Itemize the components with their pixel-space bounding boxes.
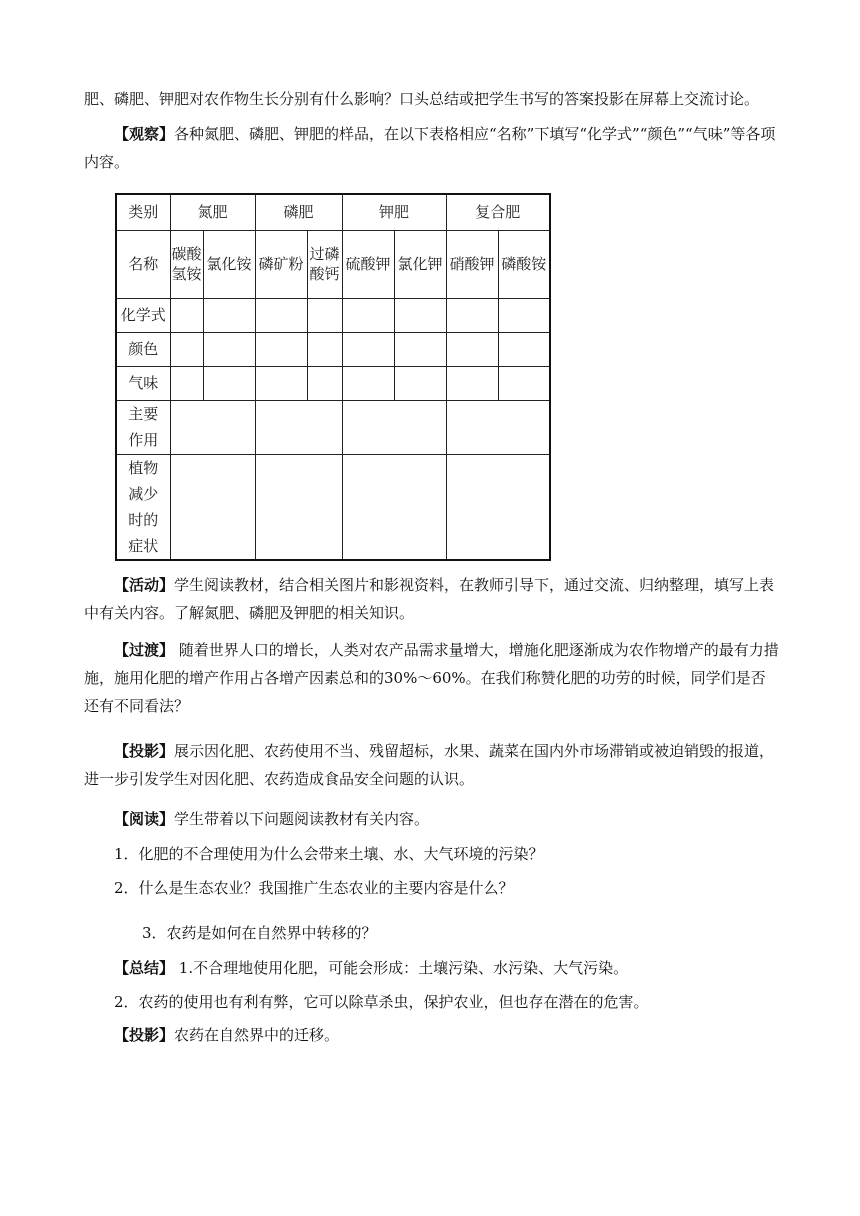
table-cell [307, 298, 342, 332]
paragraph-reading [84, 805, 780, 833]
paragraph-text: 各种氮肥、磷肥、钾肥的样品，在以下表格相应“名称”下填写“化学式”“颜色”“气味”等各项内容。 [84, 125, 776, 171]
table-cell [203, 298, 255, 332]
fertilizer-name-cell: 氯化钾 [394, 230, 446, 298]
table-cell [446, 332, 498, 366]
paragraph-summary [84, 954, 780, 982]
table-cell [342, 332, 394, 366]
table-cell [446, 454, 550, 560]
nitrogen-header: 氮肥 [170, 194, 255, 230]
table-cell [498, 332, 550, 366]
fertilizer-name-cell: 硝酸钾 [446, 230, 498, 298]
row-label-text: 主要作用 [128, 405, 159, 449]
question-2: 2．什么是生态农业？我国推广生态农业的主要内容是什么？ [114, 879, 514, 897]
paragraph-text: 肥、磷肥、钾肥对农作物生长分别有什么影响？口头总结或把学生书写的答案投影在屏幕上交流讨论。 [84, 90, 760, 108]
fertilizer-name-cell: 硫酸钾 [342, 230, 394, 298]
paragraph-text: 农药在自然界中的迁移。 [174, 1026, 340, 1044]
section-tag: 【过渡】 [114, 641, 175, 659]
question-3: 3．农药是如何在自然界中转移的？ [142, 924, 377, 942]
table-row-function [116, 400, 550, 454]
paragraph-text: 1.不合理地使用化肥，可能会形成：土壤污染、水污染、大气污染。 [174, 959, 629, 977]
section-tag: 【活动】 [114, 576, 175, 594]
table-cell [446, 298, 498, 332]
fertilizer-table-wrap [115, 193, 551, 561]
table-cell [255, 454, 342, 560]
summary-item-2: 2．农药的使用也有利有弊，它可以除草杀虫，保护农业，但也存在潜在的危害。 [114, 993, 649, 1011]
table-cell [170, 298, 203, 332]
table-cell [203, 366, 255, 400]
table-header-row [116, 194, 550, 230]
table-cell [307, 366, 342, 400]
table-cell [394, 366, 446, 400]
table-cell [170, 366, 203, 400]
paragraph-projection [84, 737, 780, 793]
paragraph-text: 学生阅读教材，结合相关图片和影视资料，在教师引导下，通过交流、归纳整理，填写上表中有关内容。了解氮肥、磷肥及钾肥的相关知识。 [84, 576, 775, 622]
fertilizer-name-cell: 磷酸铵 [498, 230, 550, 298]
fertilizer-name-cell [307, 230, 342, 298]
row-label-color: 颜色 [116, 332, 170, 366]
table-row-symptoms [116, 454, 550, 560]
table-cell [255, 366, 307, 400]
table-cell [170, 332, 203, 366]
table-cell [342, 454, 446, 560]
fertilizer-name: 过磷酸钙 [309, 245, 340, 283]
paragraph-text: 学生带着以下问题阅读教材有关内容。 [174, 810, 430, 828]
paragraph-activity [84, 571, 780, 627]
table-cell [498, 366, 550, 400]
table-cell [255, 332, 307, 366]
fertilizer-name-cell [170, 230, 203, 298]
table-row-smell [116, 366, 550, 400]
paragraph-transition [84, 636, 780, 720]
table-cell [203, 332, 255, 366]
table-row-color [116, 332, 550, 366]
table-row-formula [116, 298, 550, 332]
category-header: 类别 [116, 194, 170, 230]
section-tag: 【观察】 [114, 125, 175, 143]
table-cell [446, 366, 498, 400]
table-cell [342, 366, 394, 400]
compound-header: 复合肥 [446, 194, 550, 230]
section-tag: 【投影】 [114, 1026, 175, 1044]
table-cell [342, 298, 394, 332]
row-label-formula: 化学式 [116, 298, 170, 332]
table-cell [170, 454, 255, 560]
paragraph-projection-2 [84, 1021, 780, 1049]
table-cell [255, 298, 307, 332]
table-cell [255, 400, 342, 454]
question-1: 1．化肥的不合理使用为什么会带来土壤、水、大气环境的污染？ [114, 845, 544, 863]
section-tag: 【阅读】 [114, 810, 175, 828]
row-label-symptoms [116, 454, 170, 560]
table-cell [394, 332, 446, 366]
row-label-smell: 气味 [116, 366, 170, 400]
row-label-name: 名称 [116, 230, 170, 298]
potassium-header: 钾肥 [342, 194, 446, 230]
paragraph-observe [84, 120, 780, 176]
table-cell [394, 298, 446, 332]
phosphorus-header: 磷肥 [255, 194, 342, 230]
table-cell [446, 400, 550, 454]
table-cell [342, 400, 446, 454]
table-cell [170, 400, 255, 454]
row-label-function [116, 400, 170, 454]
paragraph-text: 随着世界人口的增长，人类对农产品需求量增大，增施化肥逐渐成为农作物增产的最有力措施，施用化肥的增产作用占各增产因素总和的30%～60%。在我们称赞化肥的功劳的时候，同学们是否还有不同看法？ [84, 641, 779, 715]
fertilizer-name: 碳酸氢铵 [171, 245, 202, 283]
section-tag: 【总结】 [114, 959, 175, 977]
paragraph-intro [84, 85, 780, 113]
row-label-text: 植物减少时的症状 [128, 458, 159, 555]
section-tag: 【投影】 [114, 742, 175, 760]
table-cell [307, 332, 342, 366]
fertilizer-name-cell: 氯化铵 [203, 230, 255, 298]
fertilizer-name-cell: 磷矿粉 [255, 230, 307, 298]
table-row-name [116, 230, 550, 298]
fertilizer-table [115, 193, 551, 561]
table-cell [498, 298, 550, 332]
paragraph-text: 展示因化肥、农药使用不当、残留超标，水果、蔬菜在国内外市场滞销或被迫销毁的报道，进一步引发学生对因化肥、农药造成食品安全问题的认识。 [84, 742, 775, 788]
